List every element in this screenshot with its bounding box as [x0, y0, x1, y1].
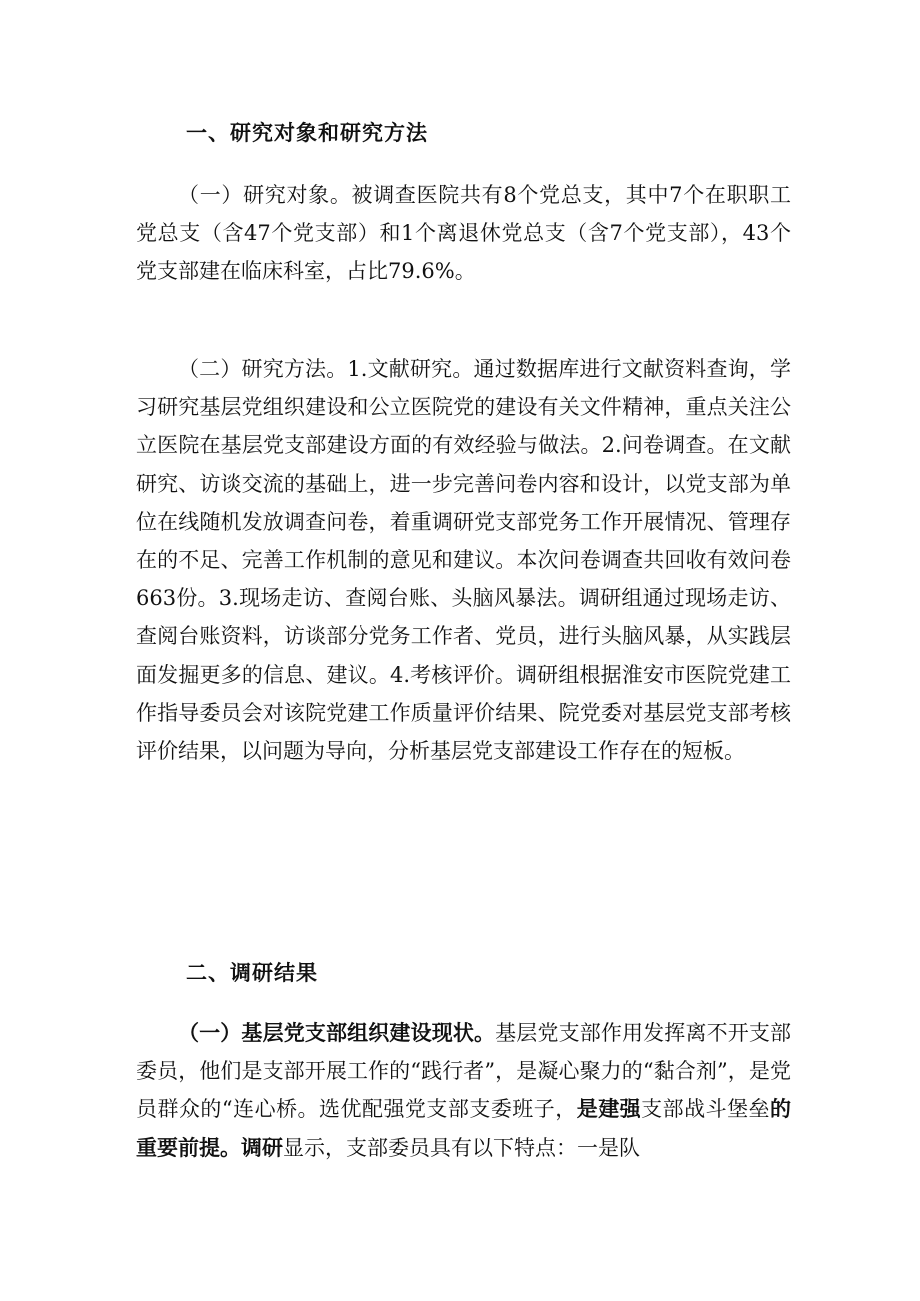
bold-subheading-branch-status: （一）基层党支部组织建设现状。 [178, 1020, 496, 1045]
body-text-c: 显示，支部委员具有以下特点：一是队 [283, 1135, 640, 1160]
paragraph-research-objects: （一）研究对象。被调查医院共有8个党总支，其中7个在职职工党总支（含47个党支部）和1个离退休党总支（含7个党支部），43个党支部建在临床科室，占比79.6%。 [136, 183, 791, 284]
section-heading-survey-results: 二、调研结果 [186, 960, 318, 985]
body-text-a: 基层党支部作用发挥离不开支部委员，他们是支部开展工作的“践行者”，是凝心聚力的“黏合剂”，是党员群众的“连心桥。选优配强党支部支委班子， [136, 1021, 792, 1122]
bold-text-c: 的重要前提。调研 [136, 1096, 792, 1160]
section-heading-research-objects-methods: 一、研究对象和研究方法 [186, 120, 428, 145]
bold-text-b: 是建强 [576, 1096, 642, 1122]
body-text-b: 支部战斗堡垒 [641, 1097, 771, 1122]
paragraph-branch-organization-status [136, 1014, 791, 1167]
paragraph-research-methods: （二）研究方法。1.文献研究。通过数据库进行文献资料查询，学习研究基层党组织建设和公立医院党的建设有关文件精神，重点关注公立医院在基层党支部建设方面的有效经验与做法。2.问卷调查。在文献研究、访谈交流的基础上，进一步完善问卷内容和设计，以党支部为单位在线随机发放调查问卷，着重调研党支部党务工作开展情况、管理存在的不足、完善工作机制的意见和建议。本次问卷调查共回收有效问卷663份。3.现场走访、查阅台账、头脑风暴法。调研组通过现场走访、查阅台账资料，访谈部分党务工作者、党员，进行头脑风暴，从实践层面发掘更多的信息、建议。4.考核评价。调研组根据淮安市医院党建工作指导委员会对该院党建工作质量评价结果、院党委对基层党支部考核评价结果，以问题为导向，分析基层党支部建设工作存在的短板。 [136, 357, 791, 764]
